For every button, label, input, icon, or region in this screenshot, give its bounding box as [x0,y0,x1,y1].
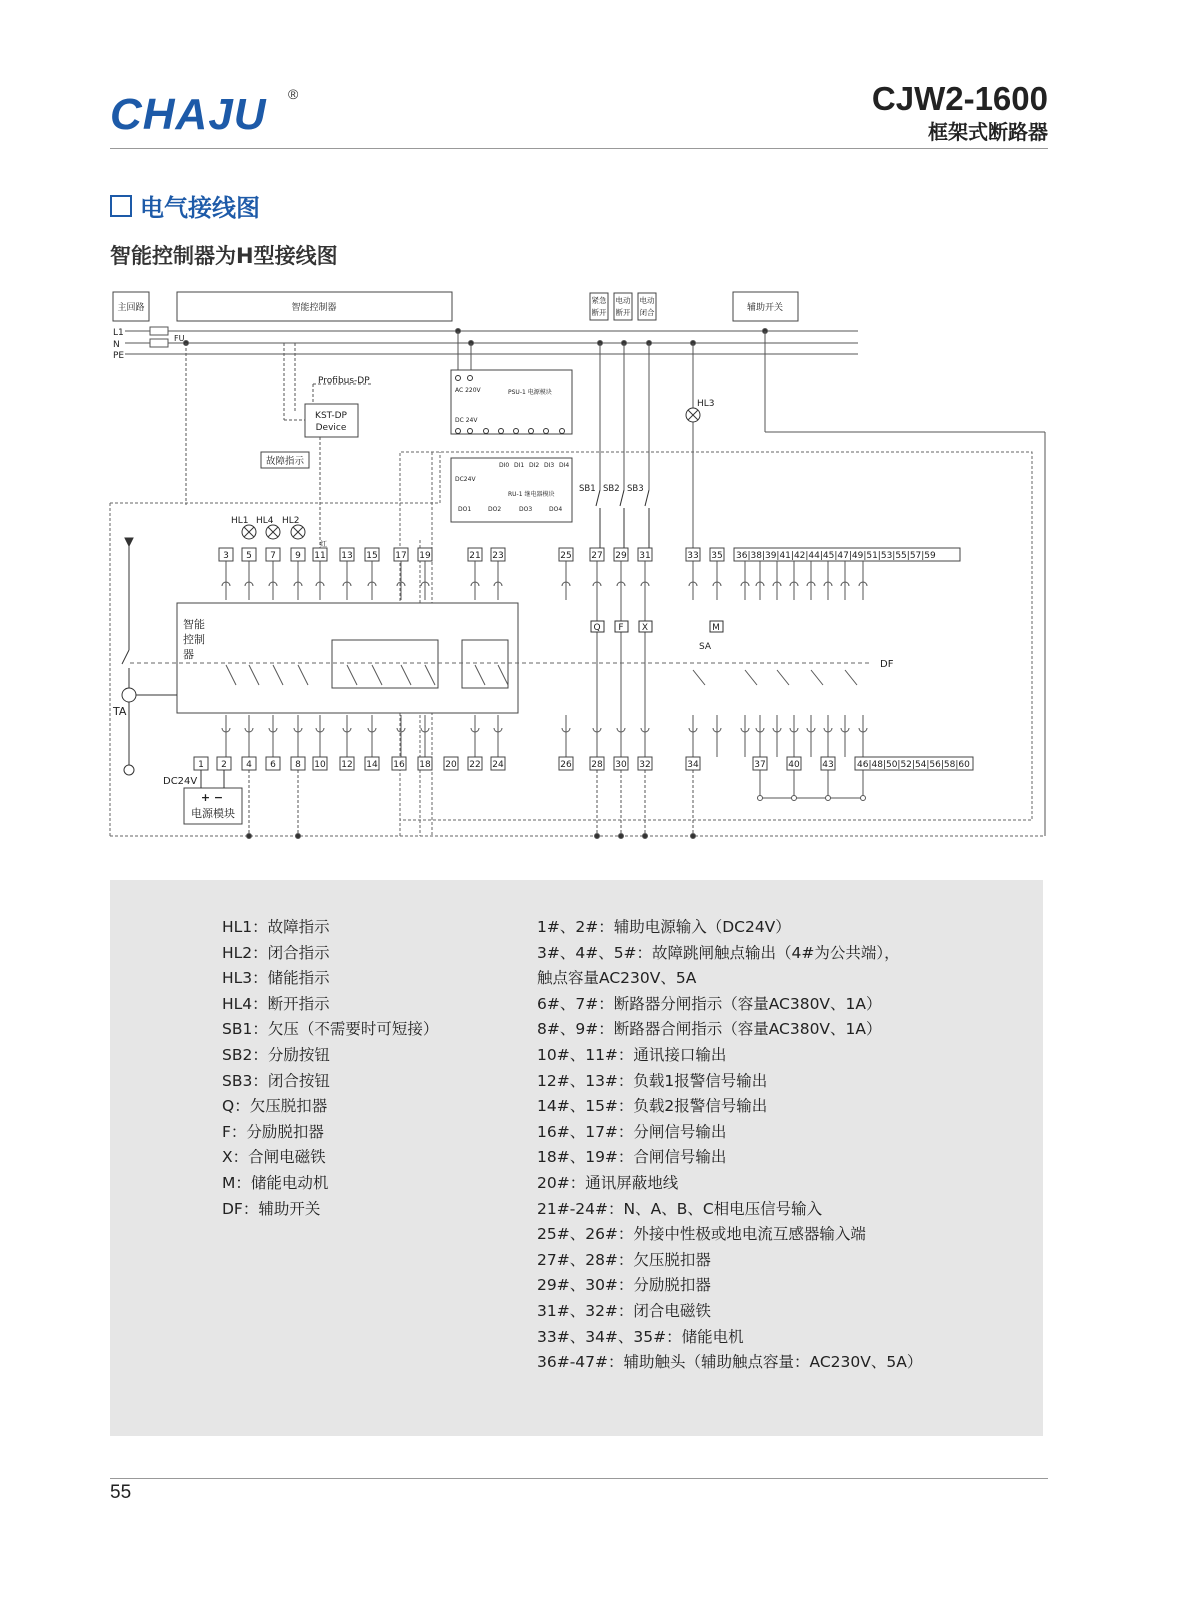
hl2-label: HL2 [282,516,300,526]
bus-lines [125,327,858,354]
hl1-label: HL1 [231,516,249,526]
top-terminal [686,548,700,561]
main-circuit-ta [112,538,177,775]
bottom-terminal [614,757,628,770]
ru-di0-label: DI0 [499,462,510,469]
controller-inner-label-3: 器 [183,648,194,661]
bottom-terminal-label: 8 [295,760,301,770]
bottom-terminal [686,757,700,770]
logo-text: CHAJU [110,90,267,139]
top-terminal-label: 15 [366,551,378,561]
bottom-terminal-label: 37 [754,760,766,770]
legend-item: DF：辅助开关 [222,1199,321,1218]
top-terminal-label: 5 [246,551,252,561]
top-terminal-label: 17 [395,551,407,561]
top-terminal [365,548,379,561]
top-terminal-label: 31 [639,551,651,561]
legend-item: 3#、4#、5#：故障跳闸触点输出（4#为公共端）， [537,943,900,962]
bus-pe-label: PE [113,351,125,361]
kst-dp-label-1: KST-DP [315,411,347,421]
top-terminal [242,548,256,561]
legend-item: HL2：闭合指示 [222,943,330,962]
bottom-terminal-label: 6 [270,760,276,770]
top-boxes [113,292,798,321]
section-title-text: 电气接线图 [140,194,260,222]
top-terminal-label: 35 [711,551,723,561]
legend-item: 33#、34#、35#：储能电机 [537,1327,744,1346]
legend-item: X：合闸电磁铁 [222,1148,326,1167]
legend-item: 8#、9#：断路器合闸指示（容量AC380V、1A） [537,1020,882,1039]
legend-item: HL3：储能指示 [222,969,330,988]
sb3-label: SB3 [627,484,644,494]
page-number: 55 [110,1482,132,1503]
profibus-label: Profibus-DP [318,376,370,386]
hl4-label: HL4 [256,516,274,526]
ru-dc-label: DC24V [455,476,476,483]
bottom-terminal [491,757,505,770]
legend-item: SB1：欠压（不需要时可短接） [222,1020,439,1039]
product-subtitle: 框架式断路器 [928,120,1048,144]
bottom-terminal-label: 18 [419,760,431,770]
bottom-terminal [242,757,256,770]
top-terminal [219,548,233,561]
red-label: 红 [320,540,327,548]
legend-right-column [537,915,922,1376]
top-terminal-label: 27 [591,551,603,561]
bottom-terminal-label: 43 [822,760,834,770]
top-terminal-label: 33 [687,551,699,561]
top-terminal [266,548,280,561]
bottom-terminal [340,757,354,770]
legend-item: 12#、13#：负载1报警信号输出 [537,1071,768,1090]
top-terminal [710,548,724,561]
power-module-label: 电源模块 [191,807,235,820]
top-terminal-label: 19 [419,551,431,561]
legend-item: HL4：断开指示 [222,994,330,1013]
bottom-terminal-group: 46|48|50|52|54|56|58|60 [857,760,970,770]
top-terminal [491,548,505,561]
top-terminal [340,548,354,561]
bottom-terminal-label: 2 [221,760,227,770]
fuse-label: FU [174,334,185,343]
kst-dp-label-2: Device [315,423,347,433]
top-terminal [394,548,408,561]
bottom-terminal-row [194,757,835,770]
q-coil-label: Q [593,623,601,633]
bottom-terminal-label: 12 [341,760,353,770]
sb1-label: SB1 [579,484,596,494]
electric-close-label-2: 闭合 [639,308,655,317]
legend-item: 16#、17#：分闸信号输出 [537,1122,727,1141]
hl3-lamp [686,399,715,422]
bottom-terminal-label: 26 [560,760,572,770]
ru-module [451,458,572,522]
bottom-terminal-label: 32 [639,760,651,770]
bottom-terminal-label: 30 [615,760,627,770]
top-terminal [468,548,482,561]
controller-box-label: 智能控制器 [291,303,337,313]
aux-bottom-connection [758,770,866,801]
profibus-device [261,343,372,548]
psu-dc-label: DC 24V [455,417,478,424]
bottom-terminal [313,757,327,770]
legend-item: 触点容量AC230V、5A [537,969,697,988]
electric-open-label-2: 断开 [615,308,631,317]
bottom-terminal [444,757,458,770]
bottom-terminal-label: 4 [246,760,252,770]
top-terminal-label: 29 [615,551,627,561]
emergency-open-label-2: 断开 [591,308,607,317]
legend-item: SB3：闭合按钮 [222,1071,330,1090]
coil-boxes [591,621,723,652]
bottom-terminal-label: 1 [198,760,204,770]
bottom-terminal-label: 28 [591,760,603,770]
ru-do3-label: DO3 [519,506,533,513]
bottom-terminal [418,757,432,770]
aux-switch-label: 辅助开关 [746,303,784,313]
fault-indicator-label: 故障指示 [265,456,305,467]
legend-item: 25#、26#：外接中性极或地电流互感器输入端 [537,1225,866,1244]
top-terminal-label: 7 [270,551,276,561]
legend-item: 36#-47#：辅助触头（辅助触点容量：AC230V、5A） [537,1353,923,1372]
bus-l1-label: L1 [113,328,124,338]
bottom-terminal-label: 40 [788,760,800,770]
controller-block [177,603,518,713]
bottom-terminal [787,757,801,770]
bottom-terminal [753,757,767,770]
top-terminal-label: 9 [295,551,301,561]
top-terminal-label: 13 [341,551,353,561]
controller-inner-label-2: 控制 [183,633,205,646]
electric-open-label-1: 电动 [615,296,631,305]
main-circuit-label: 主回路 [117,303,145,313]
top-terminal-label: 3 [223,551,229,561]
legend-item: Q：欠压脱扣器 [222,1097,328,1116]
bottom-terminal-label: 14 [366,760,378,770]
legend-item: 27#、28#：欠压脱扣器 [537,1250,711,1269]
psu-name-label: PSU-1 电源模块 [508,389,552,396]
bus-n-label: N [113,340,120,350]
legend-item: 1#、2#：辅助电源输入（DC24V） [537,918,791,936]
bottom-terminal [468,757,482,770]
registered-mark: ® [288,86,299,102]
psu-module [451,370,572,434]
top-terminal [638,548,652,561]
bottom-terminal-label: 16 [393,760,405,770]
ru-di3-label: DI3 [544,462,555,469]
bottom-terminal [217,757,231,770]
m-motor-label: M [712,623,720,633]
bottom-terminal-label: 34 [687,760,699,770]
ru-di2-label: DI2 [529,462,540,469]
diagram-title: 智能控制器为H型接线图 [110,244,338,268]
bottom-terminal [559,757,573,770]
legend-item: 14#、15#：负载2报警信号输出 [537,1097,768,1116]
top-terminal-label: 11 [314,551,326,561]
legend-item: HL1：故障指示 [222,918,330,936]
top-terminal [291,548,305,561]
controller-inner-label-1: 智能 [183,618,205,631]
top-terminal [590,548,604,561]
emergency-open-label-1: 紧急 [591,296,607,305]
bottom-terminal [365,757,379,770]
psu-ac-label: AC 220V [455,387,481,394]
legend-item: 29#、30#：分励脱扣器 [537,1276,711,1295]
dc24v-label: DC24V [163,776,198,787]
top-terminal-group: 36|38|39|41|42|44|45|47|49|51|53|55|57|59 [736,551,936,561]
top-terminal [418,548,432,561]
top-terminal [313,548,327,561]
sb2-label: SB2 [603,484,620,494]
legend-item: 10#、11#：通讯接口输出 [537,1045,727,1064]
bottom-terminal [266,757,280,770]
sb-buttons [579,484,649,548]
top-terminal-label: 21 [469,551,481,561]
ru-di1-label: DI1 [514,462,525,469]
ru-do4-label: DO4 [549,506,563,513]
top-terminal-label: 23 [492,551,504,561]
power-module [163,770,242,824]
legend-item: 6#、7#：断路器分闸指示（容量AC380V、1A） [537,994,882,1013]
ru-name-label: RU-1 继电器模块 [508,491,555,498]
ta-label: TA [113,705,127,718]
bottom-terminal [291,757,305,770]
bottom-terminal-label: 10 [314,760,326,770]
legend-item: 20#：通讯屏蔽地线 [537,1173,679,1192]
top-terminal-label: 25 [560,551,572,561]
plus-minus-label: + − [200,791,224,804]
top-terminal [559,548,573,561]
x-coil-label: X [641,623,649,633]
bottom-terminal-label: 24 [492,760,504,770]
ru-do2-label: DO2 [488,506,502,513]
f-coil-label: F [618,623,624,633]
legend-item: 21#-24#：N、A、B、C相电压信号输入 [537,1199,823,1218]
df-label: DF [880,659,894,670]
hl-lamps [231,516,327,548]
sa-label: SA [699,642,712,652]
model-number: CJW2-1600 [871,80,1048,117]
legend-item: 18#、19#：合闸信号输出 [537,1148,727,1167]
bottom-terminal [638,757,652,770]
bottom-terminal [821,757,835,770]
electric-close-label-1: 电动 [639,296,655,305]
legend-item: 31#、32#：闭合电磁铁 [537,1301,711,1320]
bottom-terminal [392,757,406,770]
bottom-terminal-label: 22 [469,760,481,770]
top-terminal [614,548,628,561]
legend-left-column [222,915,438,1222]
legend-item: M：储能电动机 [222,1173,329,1192]
bottom-terminal [194,757,208,770]
bottom-terminal [590,757,604,770]
hl3-label: HL3 [697,399,715,409]
ru-di4-label: DI4 [559,462,570,469]
bottom-terminal-label: 20 [445,760,457,770]
top-terminal-row [219,548,724,561]
legend-item: F：分励脱扣器 [222,1122,324,1141]
legend-item: SB2：分励按钮 [222,1045,330,1064]
footer-divider [110,1478,1048,1479]
ru-do1-label: DO1 [458,506,472,513]
